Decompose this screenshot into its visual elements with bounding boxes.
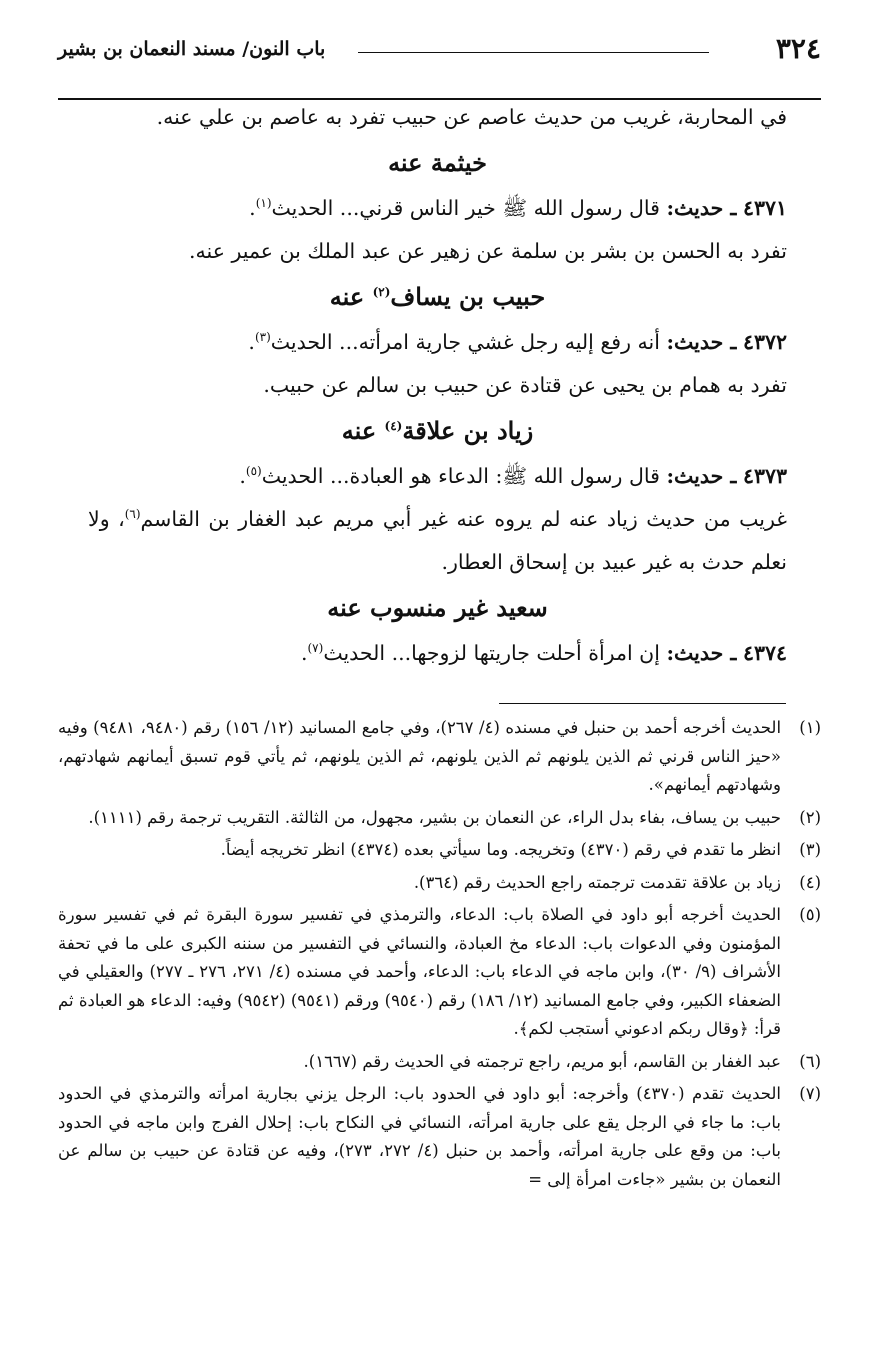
footnote-number: (٥)	[799, 905, 821, 924]
section-heading: خيثمة عنه	[388, 148, 487, 177]
footnote-ref[interactable]: (٦)	[124, 507, 141, 522]
heading-tail: عنه	[329, 282, 373, 311]
hadith-keyword: ـ حديث:	[666, 196, 737, 220]
heading-tail: عنه	[341, 416, 385, 445]
footnote-item	[58, 901, 821, 1044]
footnote-number: (٧)	[799, 1084, 821, 1103]
hadith-number: ٤٣٧٣	[742, 464, 787, 488]
hadith-text: قال رسول الله ﷺ خير الناس قرني... الحديث	[271, 196, 660, 220]
footnote-item	[58, 836, 821, 865]
heading-text: حبيب بن يساف	[390, 282, 546, 311]
footnote-number: (١)	[799, 718, 821, 737]
footnote-text: زياد بن علاقة تقدمت ترجمته راجع الحديث رقم (٣٦٤).	[413, 872, 781, 892]
hadith-number: ٤٣٧١	[742, 196, 787, 220]
punctuation: .	[300, 641, 308, 665]
footnote-number: (٢)	[799, 807, 821, 827]
footnote-ref[interactable]: (٣)	[254, 330, 271, 345]
hadith-text: أنه رفع إليه رجل غشي جارية امرأته... الحديث	[270, 330, 660, 354]
section-heading: سعيد غير منسوب عنه	[327, 593, 548, 622]
footnote-item	[58, 714, 821, 800]
footnote-number: (٤)	[799, 872, 821, 892]
footnote-item	[58, 804, 821, 833]
hadith-text: إن امرأة أحلت جاريتها لزوجها... الحديث	[323, 641, 660, 665]
paragraph-tail: ، ولا نعلم حدث به غير عبيد بن إسحاق العطار.	[88, 507, 787, 574]
punctuation: .	[249, 196, 256, 220]
hadith-4372	[88, 321, 787, 364]
footnote-separator	[499, 703, 786, 704]
footnote-text: انظر ما تقدم في رقم (٤٣٧٠) وتخريجه. وما سيأتي بعده (٤٣٧٤) انظر تخريجه أيضاً.	[220, 840, 781, 859]
footnote-ref[interactable]: (٤)	[384, 419, 403, 433]
hadith-keyword: ـ حديث:	[666, 330, 737, 354]
footnote-number: (٦)	[799, 1051, 821, 1071]
hadith-number: ٤٣٧٢	[742, 330, 787, 354]
heading-text: زياد بن علاقة	[402, 416, 534, 445]
running-header	[58, 32, 821, 66]
footnote-item	[58, 1080, 821, 1194]
text-line: تفرد به همام بن يحيى عن قتادة عن حبيب بن سالم عن حبيب.	[263, 373, 787, 397]
hadith-4374	[88, 632, 787, 675]
punctuation: .	[239, 464, 246, 488]
paragraph-text: غريب من حديث زياد عنه لم يروه عنه غير أبي مريم عبد الغفار بن القاسم	[140, 507, 787, 531]
text-paragraph	[88, 498, 787, 584]
header-dash-rule	[358, 52, 709, 53]
header-title: باب النون/ مسند النعمان بن بشير	[58, 38, 326, 60]
text-line: تفرد به الحسن بن بشر بن سلمة عن زهير عن عبد الملك بن عمير عنه.	[189, 239, 787, 263]
footnote-ref[interactable]: (٢)	[372, 285, 391, 299]
footnote-text: حبيب بن يساف، بفاء بدل الراء، عن النعمان بن بشير، مجهول، من الثالثة. التقريب ترجمة رقم (١١١١).	[88, 807, 781, 827]
hadith-4371	[88, 187, 787, 230]
footnote-text: الحديث أخرجه أحمد بن حنبل في مسنده (٤/ ٢٦٧)، وفي جامع المسانيد (١٢/ ١٥٦) رقم (٩٤٨٠، ٩٤٨١) وفيه «حيز الناس قرني ثم الذين يلونهم ثم الذين يلونهم، ثم الذين يلونهم، ثم يأتي قوم تسبق أيمانهم شهادتهم، وشهادتهم أيمانهم».	[58, 718, 782, 794]
section-heading	[88, 407, 787, 455]
main-text	[88, 96, 787, 675]
page-number: ٣٢٤	[775, 32, 821, 65]
footnotes	[58, 714, 821, 1198]
text-line: في المحاربة، غريب من حديث عاصم عن حبيب تفرد به عاصم بن علي عنه.	[156, 105, 787, 129]
footnote-item	[58, 869, 821, 898]
footnote-ref[interactable]: (٧)	[307, 641, 324, 656]
footnote-ref[interactable]: (١)	[255, 196, 272, 211]
footnote-number: (٣)	[799, 840, 821, 859]
hadith-number: ٤٣٧٤	[742, 641, 787, 665]
hadith-4373	[88, 455, 787, 498]
punctuation: .	[248, 330, 255, 354]
footnote-text: الحديث أخرجه أبو داود في الصلاة باب: الدعاء، والترمذي في تفسير سورة البقرة ثم في تفسير سورة المؤمنون وفي الدعوات باب: الدعاء مخ العبادة، والنسائي في التفسير من سننه الكبرى على ما في تحفة الأشراف (٩/ ٣٠)، وابن ماجه في الدعاء باب: الدعاء، وأحمد في مسنده (٤/ ٢٧١، ٢٧٦ ـ ٢٧٧) والعقيلي في الضعفاء الكبير، وفي جامع المسانيد (١٢/ ١٨٦) رقم (٩٥٤٠) ورقم (٩٥٤١) (٩٥٤٢) وفيه: الدعاء هو العبادة ثم قرأ: ﴿وقال ربكم ادعوني أستجب لكم﴾.	[58, 905, 782, 1038]
footnote-text: الحديث تقدم (٤٣٧٠) وأخرجه: أبو داود في الحدود باب: الرجل يزني بجارية امرأته والترمذي في الحدود باب: ما جاء في الرجل يقع على جارية امرأته، النسائي في النكاح باب: إحلال الفرج وابن ماجه في الحدود باب: من وقع على جارية امرأته، وأحمد بن حنبل (٤/ ٢٧٢، ٢٧٣)، وفيه عن قتادة عن حبيب بن سالم عن النعمان بن بشير «جاءت امرأة إلى =	[58, 1084, 781, 1189]
section-heading	[88, 273, 787, 321]
footnote-item	[58, 1048, 821, 1077]
footnote-text: عبد الغفار بن القاسم، أبو مريم، راجع ترجمته في الحديث رقم (١٦٦٧).	[303, 1051, 781, 1071]
hadith-text: قال رسول الله ﷺ: الدعاء هو العبادة... الحديث	[261, 464, 660, 488]
hadith-keyword: ـ حديث:	[666, 464, 737, 488]
hadith-keyword: ـ حديث:	[666, 641, 737, 665]
footnote-ref[interactable]: (٥)	[245, 464, 262, 479]
